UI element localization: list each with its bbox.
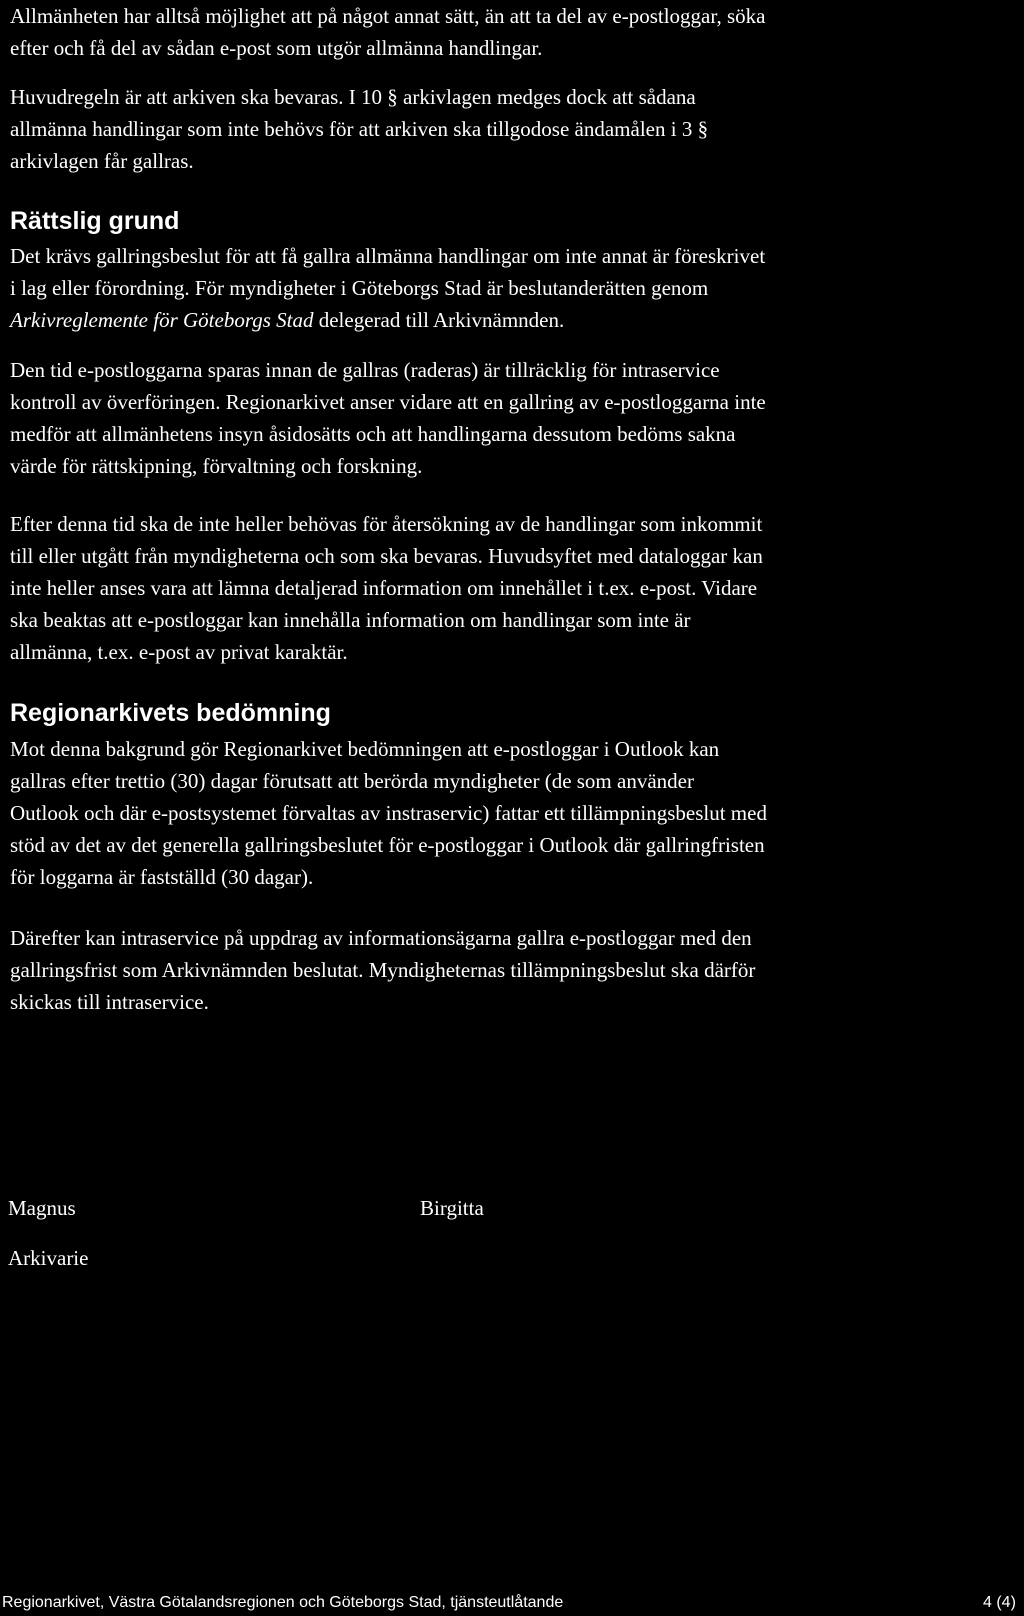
intro-paragraph-1 (10, 0, 766, 64)
bedomning-paragraph-2 (10, 922, 755, 1018)
text-line: värde för rättskipning, förvaltning och forskning. (10, 454, 423, 478)
text-line: Därefter kan intraservice på uppdrag av informationsägarna gallra e-postloggar med den (10, 926, 752, 950)
document-title-italic: Arkivreglemente för Göteborgs Stad (10, 308, 314, 332)
text-line: Den tid e-postloggarna sparas innan de gallras (raderas) är tillräcklig för intraservice (10, 358, 720, 382)
text-line: ska beaktas att e-postloggar kan innehålla information om handlingar som inte är (10, 608, 691, 632)
intro-paragraph-2 (10, 81, 708, 177)
text-line: för loggarna är fastställd (30 dagar). (10, 865, 314, 889)
text-line: Mot denna bakgrund gör Regionarkivet bedömningen att e-postloggar i Outlook kan (10, 737, 720, 761)
signature-left-name: Magnus (8, 1196, 76, 1220)
footer-page-number: 4 (4) (983, 1594, 1016, 1611)
signature-right-name: Birgitta (420, 1196, 484, 1220)
text-line: till eller utgått från myndigheterna och som ska bevaras. Huvudsyftet med dataloggar kan (10, 544, 763, 568)
section-heading-rattslig-grund: Rättslig grund (10, 207, 180, 235)
rattslig-paragraph-3 (10, 508, 763, 668)
footer-text: Regionarkivet, Västra Götalandsregionen och Göteborgs Stad, tjänsteutlåtande (2, 1594, 564, 1611)
text-line: i lag eller förordning. För myndigheter i Göteborgs Stad är beslutanderätten genom (10, 276, 709, 300)
text-fragment: delegerad till Arkivnämnden. (313, 308, 565, 332)
text-line: arkivlagen får gallras. (10, 149, 194, 173)
text-line: Outlook och där e-postsystemet förvaltas av instraservic) fattar ett tillämpningsbeslut med (10, 801, 767, 825)
text-line: skickas till intraservice. (10, 990, 209, 1014)
text-line: Huvudregeln är att arkiven ska bevaras. I 10 § arkivlagen medges dock att sådana (10, 85, 696, 109)
signature-left-title: Arkivarie (8, 1246, 89, 1270)
text-line: allmänna handlingar som inte behövs för att arkiven ska tillgodose ändamålen i 3 § (10, 117, 709, 141)
text-line: Allmänheten har alltså möjlighet att på något annat sätt, än att ta del av e-postloggar, söka (10, 4, 766, 28)
text-line: Det krävs gallringsbeslut för att få gallra allmänna handlingar om inte annat är föreskrivet (10, 244, 766, 268)
text-line: efter och få del av sådan e-post som utgör allmänna handlingar. (10, 36, 543, 60)
section-heading-bedomning: Regionarkivets bedömning (10, 699, 331, 727)
text-line: gallras efter trettio (30) dagar förutsatt att berörda myndigheter (de som använder (10, 769, 694, 793)
text-line: stöd av det av det generella gallringsbeslutet för e-postloggar i Outlook där gallringfristen (10, 833, 765, 857)
rattslig-paragraph-2 (10, 354, 766, 482)
text-line: kontroll av överföringen. Regionarkivet anser vidare att en gallring av e-postloggarna inte (10, 390, 766, 414)
rattslig-paragraph-1 (10, 240, 765, 336)
text-line: medför att allmänhetens insyn åsidosätts och att handlingarna dessutom bedöms sakna (10, 422, 736, 446)
text-line: inte heller anses vara att lämna detaljerad information om innehållet i t.ex. e-post. Vidare (10, 576, 758, 600)
text-line: gallringsfrist som Arkivnämnden beslutat. Myndigheternas tillämpningsbeslut ska därför (10, 958, 756, 982)
bedomning-paragraph-1 (10, 733, 767, 893)
text-line (10, 304, 765, 336)
text-line: allmänna, t.ex. e-post av privat karaktär. (10, 640, 348, 664)
text-line: Efter denna tid ska de inte heller behövas för återsökning av de handlingar som inkommit (10, 512, 763, 536)
